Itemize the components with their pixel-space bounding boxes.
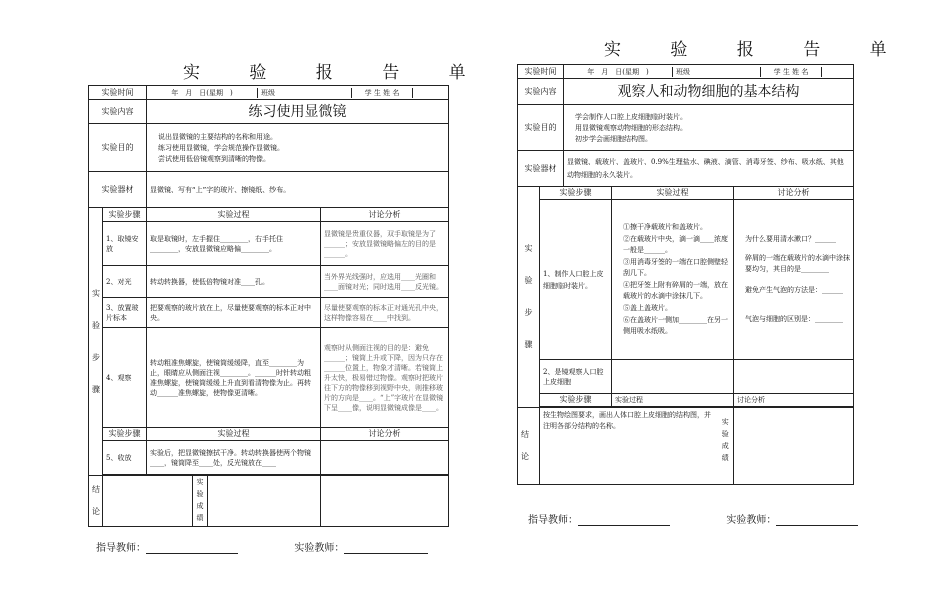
student-label: 学 生 姓 名 [760, 67, 822, 77]
equipment-label: 实验器材 [89, 172, 147, 208]
purpose-line: 尝试使用低倍镜观察到清晰的物像。 [158, 154, 270, 163]
steps-header-step: 实验步骤 [540, 187, 612, 200]
class-label: 班级 [672, 67, 716, 77]
step-process: 转动转换器，使低倍物镜对准____孔。 [147, 266, 321, 298]
step-process-line: ⑤盖上盖玻片。 [623, 304, 672, 312]
time-value[interactable]: 年 月 日(星期 ) [587, 67, 649, 76]
purpose-label: 实验目的 [89, 124, 147, 172]
steps-footer-analysis: 讨论分析 [734, 394, 854, 407]
step-analysis [734, 360, 854, 394]
right-title: 实 验 报 告 单 [604, 40, 909, 60]
steps-header2-analysis: 讨论分析 [321, 428, 449, 441]
teacher-label: 指导教师： [96, 543, 146, 554]
purpose-line: 练习使用显微镜，学会规范操作显微镜。 [158, 143, 284, 152]
left-footer [96, 539, 428, 554]
step-process-line: ①擦干净载玻片和盖玻片。 [623, 223, 707, 231]
step-name: 1、取镜安放 [103, 222, 147, 266]
right-report-table [517, 64, 854, 485]
step-process-line: ⑥在盖玻片一侧加________在另一侧用吸水纸吸。 [623, 316, 728, 335]
step-name: 4、观察 [103, 328, 147, 428]
exp-teacher-field[interactable] [344, 543, 428, 554]
purpose-line: 学会制作人口腔上皮细胞临时装片。 [575, 112, 687, 121]
content-label: 实验内容 [518, 79, 564, 105]
steps-footer-step: 实验步骤 [540, 394, 612, 407]
time-label: 实验时间 [518, 65, 564, 79]
equipment-value: 显微镜、载玻片、盖玻片、0.9%生理盐水、碘液、滴管、消毒牙签、纱布、吸水纸、其他动物细胞的永久装片。 [564, 151, 854, 187]
purpose-line: 说出显微镜的主要结构的名称和用途。 [158, 132, 277, 141]
grade-vertical-label: 实 验 成 绩 [721, 418, 729, 462]
step-process: 转动粗准焦螺旋，使镜筒缓缓降，直至________为止，眼睛应从侧面注视________。______时针转动粗准焦螺旋，使镜筒缓缓上升直到看清物像为止。再转动______准焦螺旋，使物像更清晰。 [147, 328, 321, 428]
teacher-label: 指导教师： [528, 515, 578, 526]
conclusion-vertical-label: 结 论 [518, 408, 540, 485]
conclusion-blank [321, 476, 449, 527]
content-value: 练习使用显微镜 [147, 100, 449, 124]
step-name: 3、放置玻片标本 [103, 298, 147, 328]
conclusion-vertical-label: 结 论 [89, 476, 103, 527]
class-label: 班级 [257, 88, 301, 98]
steps-header2-process: 实验过程 [147, 428, 321, 441]
grade-area[interactable] [208, 476, 320, 526]
purpose-label: 实验目的 [518, 105, 564, 151]
time-label: 实验时间 [89, 86, 147, 100]
step-process: 取是取镜时，左手握住________，右手托住________，安放显微镜应略偏________。 [147, 222, 321, 266]
steps-vertical-label: 实 验 步 骤 [89, 208, 103, 476]
exp-teacher-label: 实验教师： [726, 515, 777, 526]
step-process-line: ②在载玻片中央，滴一滴____浓度一般是______。 [623, 235, 728, 254]
step-process: 实验后，把显微镜擦拭干净。转动转换器使两个物镜____，镜筒降至____处，反光镜放在____ [147, 441, 321, 475]
step-analysis-line: 为什么要用清水漱口？______ [745, 235, 836, 243]
steps-header-analysis: 讨论分析 [321, 208, 449, 222]
conclusion-blank [734, 408, 854, 485]
left-title: 实 验 报 告 单 [183, 63, 488, 83]
purpose-line: 用显微镜观察动物细胞的形态结构。 [575, 123, 687, 132]
teacher-field[interactable] [578, 515, 670, 526]
step-analysis: 尽量使要观察的标本正对通光孔中央，这样物像容易在____中找到。 [321, 298, 449, 328]
step-analysis-line: 气泡与细胞的区别是：________ [745, 315, 843, 323]
steps-footer-process: 实验过程 [612, 394, 734, 407]
step-process [612, 360, 734, 394]
step-analysis-line: 避免产生气泡的方法是：______ [745, 286, 843, 294]
step-name: 2、是镜观察人口腔上皮细胞 [540, 360, 612, 394]
content-value: 观察人和动物细胞的基本结构 [564, 79, 854, 105]
step-analysis [321, 441, 449, 475]
grade-vertical-label: 实 验 成 绩 [193, 476, 208, 526]
purpose-line: 初步学会画细胞结构图。 [575, 134, 652, 143]
equipment-value: 显微镜、写有“上”字的玻片、擦镜纸、纱布。 [147, 172, 449, 208]
step-process-line: ④把牙签上附有碎屑的一端，放在载玻片的水滴中涂抹几下。 [623, 281, 728, 300]
right-footer [528, 511, 858, 526]
teacher-field[interactable] [146, 543, 238, 554]
step-name: 5、收放 [103, 441, 147, 475]
exp-teacher-label: 实验教师： [294, 543, 345, 554]
step-process: 把要观察的玻片放在上，尽量使要观察的标本正对中央。 [147, 298, 321, 328]
step-analysis: 显微镜是贵重仪器，双手取镜是为了______；安放显微镜略偏左的目的是______。 [321, 222, 449, 266]
step-name: 1、制作人口腔上皮细胞临时装片。 [540, 200, 612, 360]
steps-header-process: 实验过程 [147, 208, 321, 222]
student-label: 学 生 姓 名 [351, 88, 413, 98]
step-analysis: 当外界光线强时，应选用____光圈和____面镜对光；同时选用____反光镜。 [321, 266, 449, 298]
step-analysis: 观察时从侧面注视的目的是：避免______；镜筒上升或下降，因为只存在______位置上，物象才清晰。若镜筒上升太快，极易错过物像。观察时把玻片往下方的物像移到视野中央，则推移玻片的方向是____。“上”字玻片在显微镜下呈____像，说明显微镜成像是____。 [321, 328, 449, 428]
equipment-label: 实验器材 [518, 151, 564, 187]
steps-header2-step: 实验步骤 [103, 428, 147, 441]
steps-header-step: 实验步骤 [103, 208, 147, 222]
steps-vertical-label: 实 验 步 骤 [518, 187, 540, 408]
conclusion-text: 按生物绘图要求，画出人体口腔上皮细胞的结构图，并注明各部分结构的名称。 [543, 411, 711, 430]
time-value[interactable]: 年 月 日(星期 ) [171, 88, 233, 97]
step-process-line: ③用消毒牙签的一端在口腔侧壁轻刮几下。 [623, 258, 728, 277]
conclusion-area[interactable] [103, 476, 193, 527]
content-label: 实验内容 [89, 100, 147, 124]
steps-header-analysis: 讨论分析 [734, 187, 854, 200]
exp-teacher-field[interactable] [776, 515, 858, 526]
steps-header-process: 实验过程 [612, 187, 734, 200]
step-analysis-line: 碎屑的一端在载玻片的水滴中涂抹要均匀，其目的是________ [745, 254, 850, 273]
step-name: 2、对光 [103, 266, 147, 298]
left-report-table [88, 85, 449, 527]
